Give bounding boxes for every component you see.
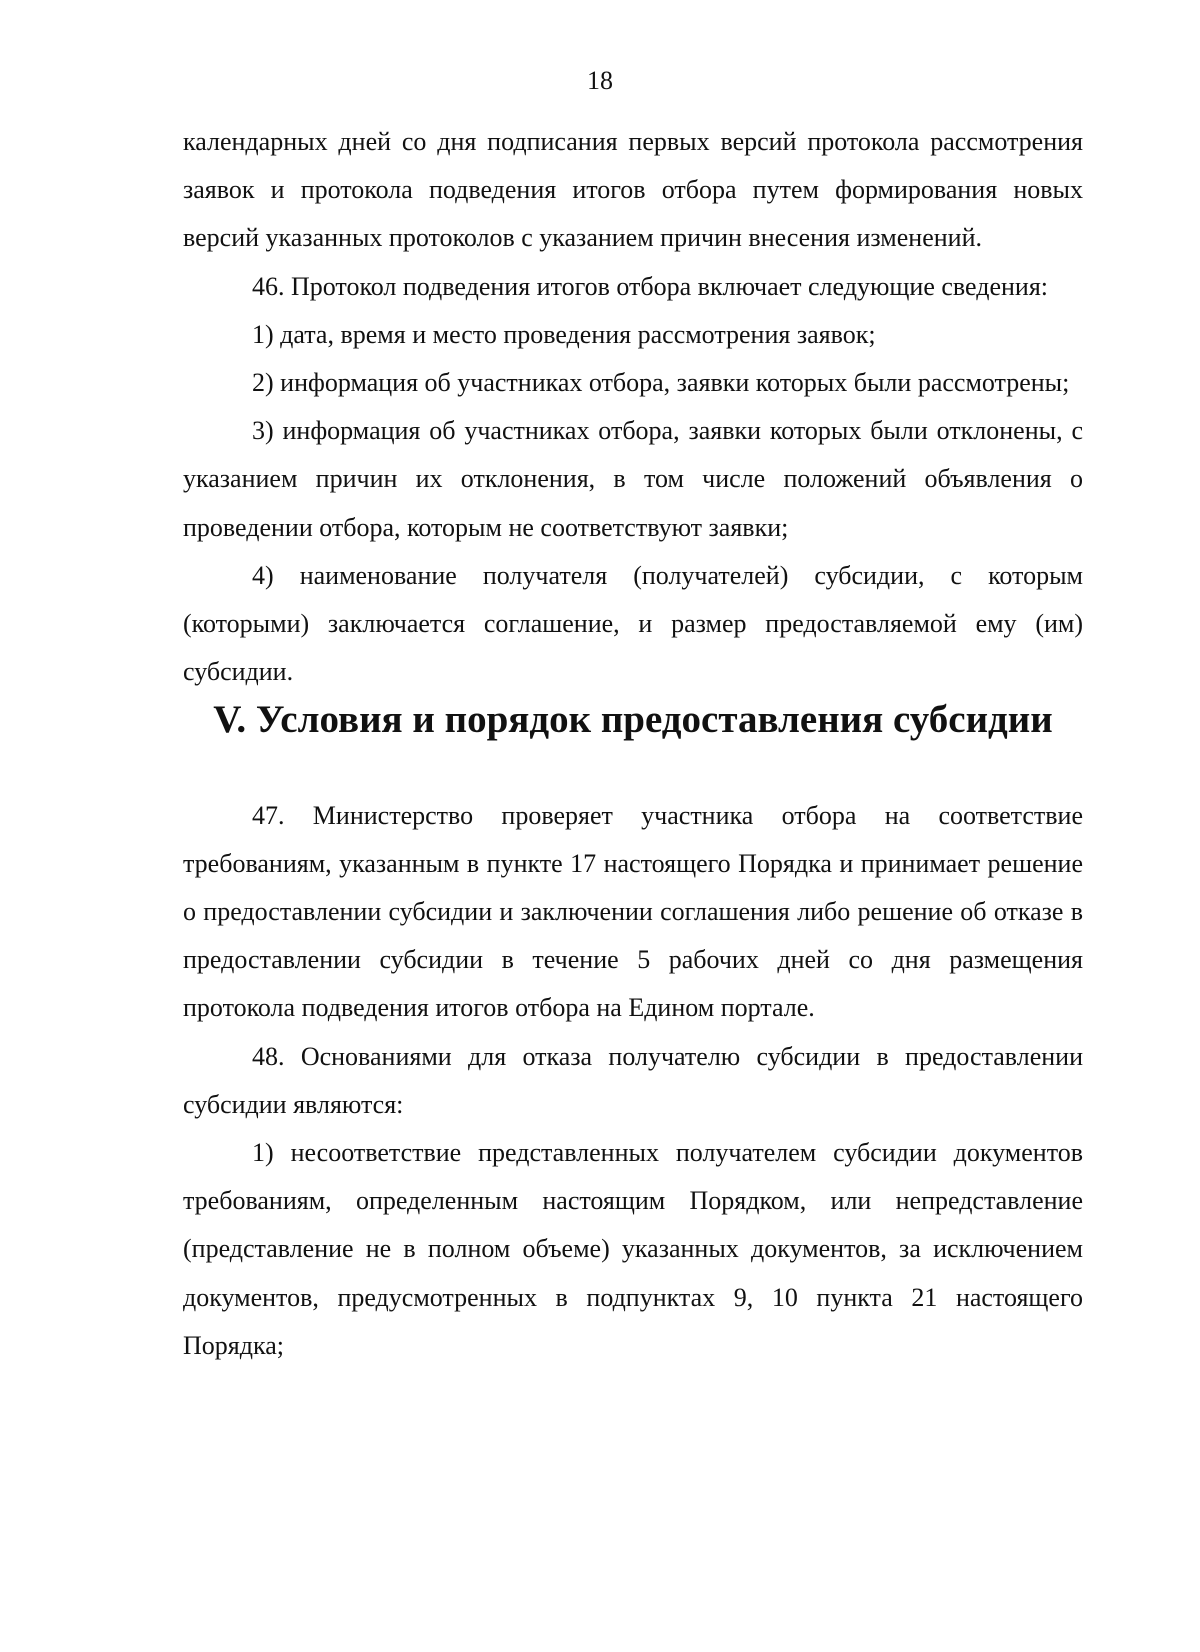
paragraph-48: 48. Основаниями для отказа получателю субсидии в предоставлении субсидии являются: — [183, 1041, 1083, 1119]
paragraph-47: 47. Министерство проверяет участника отбора на соответствие требованиям, указанным в пункте 17 настоящего Порядка и принимает решение о предоставлении субсидии и заключении соглашения либо решение об отказе в предоставлении субсидии в течение 5 рабочих дней со дня размещения протокола подведения итогов отбора на Едином портале. — [183, 800, 1083, 1023]
list-item-46-4: 4) наименование получателя (получателей) субсидии, с которым (которыми) заключается соглашение, и размер предоставляемой ему (им) субсидии. — [183, 560, 1083, 687]
page-number: 18 — [587, 66, 613, 95]
list-item-46-1: 1) дата, время и место проведения рассмотрения заявок; — [252, 319, 876, 349]
list-item-46-3: 3) информация об участниках отбора, заявки которых были отклонены, с указанием причин их отклонения, в том числе положений объявления о проведении отбора, которым не соответствуют заявки; — [183, 416, 1083, 542]
list-item-46-2: 2) информация об участниках отбора, заявки которых были рассмотрены; — [252, 368, 1070, 398]
paragraph-46: 46. Протокол подведения итогов отбора включает следующие сведения: — [252, 271, 1048, 301]
section-heading: V. Условия и порядок предоставления субсидии — [213, 698, 1053, 742]
list-item-48-1: 1) несоответствие представленных получателем субсидии документов требованиям, определенным настоящим Порядком, или непредставление (представление не в полном объеме) указанных документов, за исключением документов, предусмотренных в подпунктах 9, 10 пункта 21 настоящего Порядка; — [183, 1138, 1083, 1360]
document-body — [183, 118, 1083, 1370]
paragraph-continuation: календарных дней со дня подписания первых версий протокола рассмотрения заявок и протокола подведения итогов отбора путем формирования новых версий указанных протоколов с указанием причин внесения изменений. — [183, 127, 1083, 253]
